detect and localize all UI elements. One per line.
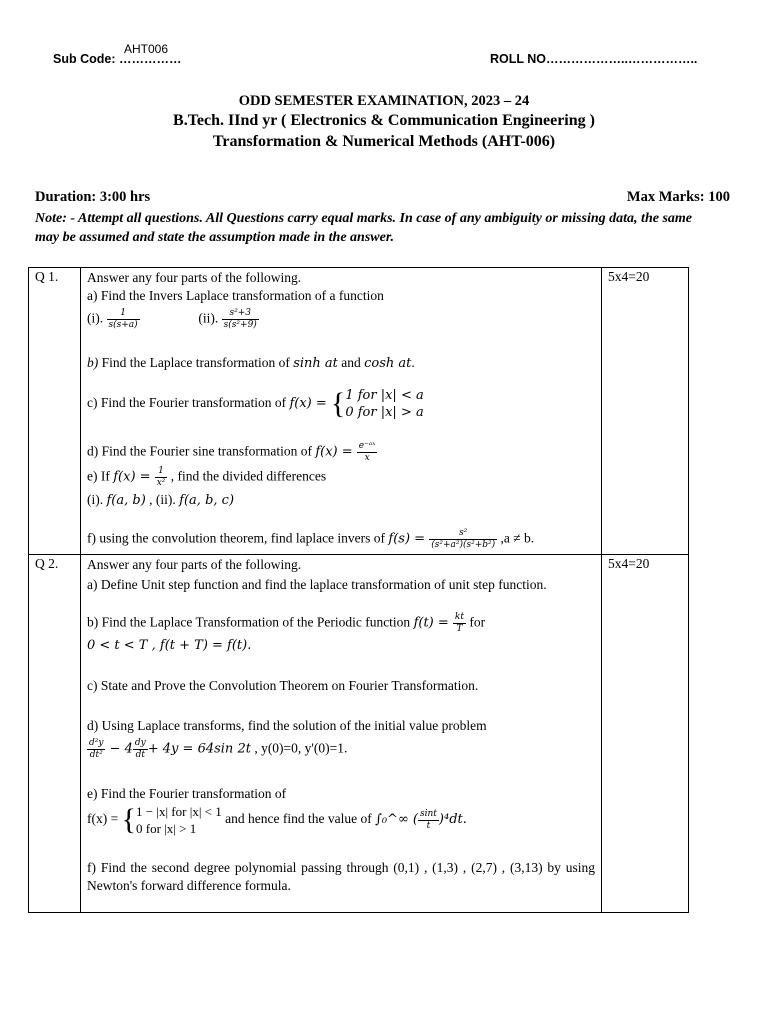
q2-part-b-condition: 0 < t < T , f(t + T) = f(t). (87, 638, 252, 653)
sub-code-value: AHT006 (123, 42, 169, 56)
question-number: Q 1. (29, 268, 81, 555)
q1-part-b: b) Find the Laplace transformation of sinh at and cosh at. (87, 355, 415, 371)
q1-part-f: f) using the convolution theorem, find laplace invers of f(s) = $\frac{\text{s²}}{\text{(s²+a²)(s²+b²)}}$ ,a ≠ b. (87, 528, 535, 550)
q2-part-e: e) Find the Fourier transformation of (87, 786, 287, 801)
question-number: Q 2. (29, 555, 81, 913)
marks: 5x4=20 (602, 555, 689, 913)
subject-title: Transformation & Numerical Methods (AHT-006) (212, 133, 556, 150)
exam-title: ODD SEMESTER EXAMINATION, 2023 – 24 (238, 93, 530, 109)
question-body (81, 268, 602, 555)
q1-intro: Answer any four parts of the following. (87, 270, 302, 285)
q2-part-d-equation: $\frac{\text{d²y}}{\text{dt²}}$ − 4 $\frac{dy}{dt}$ + 4y = 64sin 2t , y(0)=0, y'(0)=1. (89, 738, 348, 760)
question-body (81, 555, 602, 913)
roll-number: ROLL NO………………..…………….. (490, 52, 698, 66)
duration: Duration: 3:00 hrs (35, 189, 151, 205)
sub-code-dots: …………… (118, 52, 182, 66)
instructions-note: Note: - Attempt all questions. All Questions carry equal marks. In case of any ambiguity or missing data, the same may be assumed and state the assumption made in the answer. (35, 211, 693, 245)
q2-part-a: a) Define Unit step function and find the laplace transformation of unit step function. (87, 577, 547, 592)
fraction: $\frac{\text{s²+3}}{\text{s(s²+9)}}$ (223, 308, 257, 330)
sub-code-label: Sub Code: (53, 52, 116, 66)
q1-part-a: a) Find the Invers Laplace transformation of a function (87, 288, 384, 303)
marks: 5x4=20 (602, 268, 689, 555)
q2-part-d: d) Using Laplace transforms, find the solution of the initial value problem (87, 718, 487, 733)
course-title: B.Tech. IInd yr ( Electronics & Communication Engineering ) (173, 112, 595, 129)
sub-code (53, 42, 182, 66)
fraction: $\frac{1}{s(s+a)}$ (108, 308, 138, 330)
q2-part-c: c) State and Prove the Convolution Theorem on Fourier Transformation. (87, 678, 479, 693)
q1-part-e-items: (i). f(a, b) , (ii). f(a, b, c) (87, 492, 235, 508)
q1-part-a-functions: (i). $\frac{1}{s(s+a)}$ (ii). $\frac{\text{s²+3}}{\text{s(s²+9)}}$ (87, 308, 257, 330)
q1-part-c: c) Find the Fourier transformation of f(x) = { 1 for |x| < a 0 for |x| > a (87, 387, 424, 420)
q2-intro: Answer any four parts of the following. (87, 557, 302, 572)
max-marks: Max Marks: 100 (626, 189, 730, 205)
question-row-2 (29, 555, 689, 913)
q1-part-d: d) Find the Fourier sine transformation of f(x) = $\frac{\text{e⁻ᵃˣ}}{x}$ (87, 441, 376, 463)
questions-table (28, 267, 689, 913)
q1-part-e: e) If f(x) = $\frac{1}{\text{x²}}$ , find the divided differences (87, 466, 327, 488)
q2-part-b: b) Find the Laplace Transformation of the Periodic function f(t) = $\frac{kt}{T}$ for (87, 612, 486, 634)
question-row-1 (29, 268, 689, 555)
q2-part-f: f) Find the second degree polynomial passing through (0,1) , (1,3) , (2,7) , (3,13) by using Newton's forward difference formula. (87, 860, 595, 893)
q2-part-e-function: f(x) = { 1 − |x| for |x| < 1 0 for |x| > 1 and hence find the value of ∫₀^∞ ( $\frac{\sin t}{t}$ )⁴dt. (87, 803, 467, 836)
